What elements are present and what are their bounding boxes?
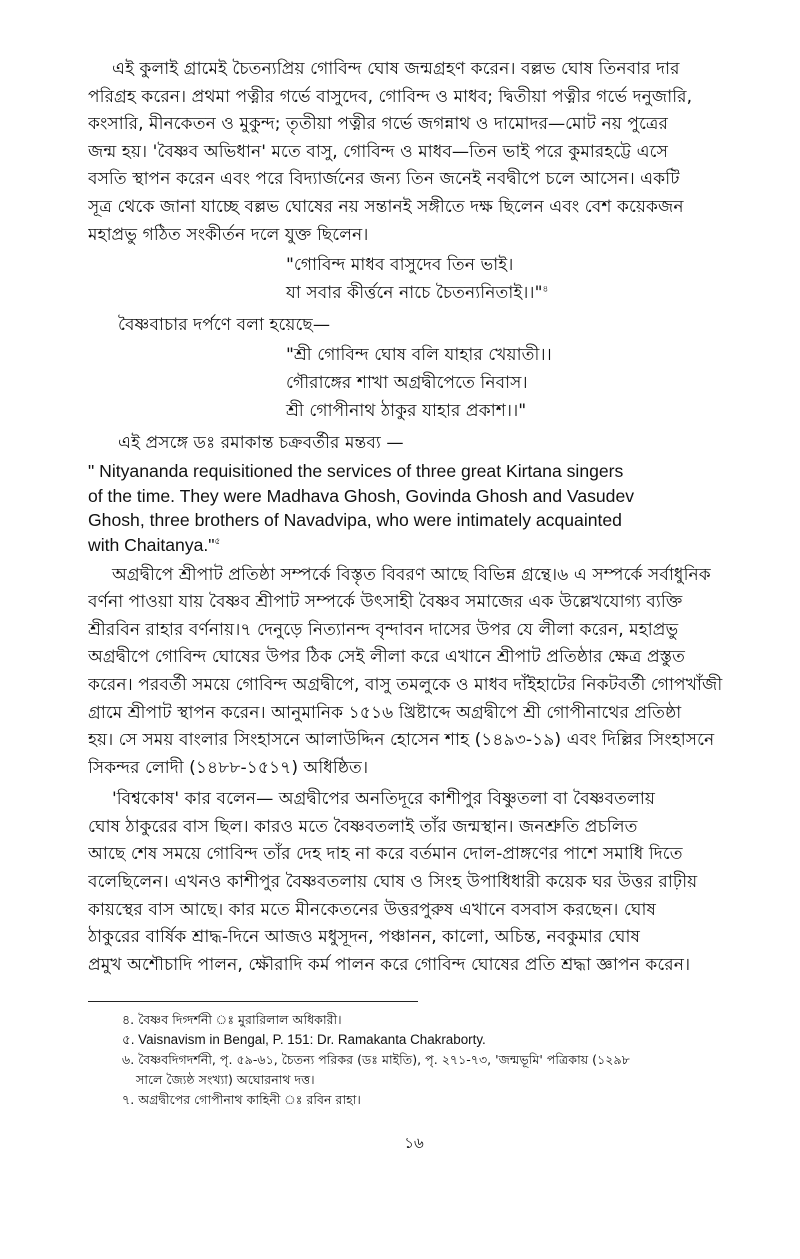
text-line: সিকন্দর লোদী (১৪৮৮-১৫১৭) অধিষ্ঠিত। [88, 757, 369, 778]
quote-intro: এই প্রসঙ্গে ডঃ রমাকান্ত চক্রবর্তীর মন্তব্য — [118, 433, 404, 454]
footnotes [88, 1010, 740, 1110]
text-line: সূত্র থেকে জানা যাচ্ছে বল্লভ ঘোষের নয় সন্তানই সঙ্গীতে দক্ষ ছিলেন এবং বেশ কয়েকজন [88, 196, 684, 217]
text-line: ঘোষ ঠাকুরের বাস ছিল। কারও মতে বৈষ্ণবতলাই তাঁর জন্মস্থান। জনশ্রুতি প্রচলিত [88, 816, 638, 837]
footnote-item [88, 1030, 740, 1050]
footnote-text: Vaisnavism in Bengal, P. 151: Dr. Ramakanta Chakraborty. [138, 1032, 486, 1048]
footnote-divider [88, 1001, 418, 1002]
text-line: এই কুলাই গ্রামেই চৈতন্যপ্রিয় গোবিন্দ ঘোষ জন্মগ্রহণ করেন। বল্লভ ঘোষ তিনবার দার [112, 59, 680, 79]
text-line: শ্রীরবিন রাহার বর্ণনায়।৭ দেনুড়ে নিত্যানন্দ বৃন্দাবন দাসের উপর যে লীলা করেন, মহাপ্রভু [88, 619, 679, 640]
text-line: আছে শেষ সময়ে গোবিন্দ তাঁর দেহ দাহ না করে বর্তমান দোল-প্রাঙ্গণের পাশে সমাধি দিতে [88, 844, 683, 865]
verse-2 [88, 341, 740, 425]
footnote-number: ৪. [122, 1012, 135, 1028]
footnote-text: অগ্রদ্বীপের গোপীনাথ কাহিনী ঃ রবিন রাহা। [138, 1092, 361, 1108]
footnote-number: ৬. [122, 1052, 135, 1068]
text-line: গ্রামে শ্রীপাট স্থাপন করেন। আনুমানিক ১৫১৬ খ্রিষ্টাব্দে অগ্রদ্বীপে শ্রী গোপীনাথের প্রতিষ্ঠা [88, 702, 682, 723]
text-line: বসতি স্থাপন করেন এবং পরে বিদ্যার্জনের জন্য তিন জনেই নবদ্বীপে চলে আসেন। একটি [88, 169, 680, 190]
quote-line: of the time. They were Madhava Ghosh, Govinda Ghosh and Vasudev [88, 485, 635, 506]
footnote-mark: ৪ [542, 284, 549, 295]
footnote-mark: ৫ [214, 536, 221, 547]
text-line: জন্ম হয়। 'বৈষ্ণব অভিধান' মতে বাসু, গোবিন্দ ও মাধব—তিন ভাই পরে কুমারহট্টে এসে [88, 141, 668, 162]
footnote-number: ৭. [122, 1092, 135, 1108]
footnote-item [88, 1010, 740, 1030]
text-line: 'বিশ্বকোষ' কার বলেন— অগ্রদ্বীপের অনতিদূরে কাশীপুর বিষ্ণুতলা বা বৈষ্ণবতলায় [112, 789, 655, 810]
quote-line-text: with Chaitanya." [88, 534, 215, 555]
text-line: প্রমুখ অশৌচাদি পালন, ক্ষৌরাদি কর্ম পালন করে গোবিন্দ ঘোষের প্রতি শ্রদ্ধা জ্ঞাপন করেন। [88, 954, 691, 975]
footnote-item [88, 1090, 740, 1110]
verse-intro-1: বৈষ্ণবাচার দর্পণে বলা হয়েছে— [118, 315, 331, 336]
footnote-text-continued: সালে জ্যৈষ্ঠ সংখ্যা) অঘোরনাথ দত্ত। [136, 1072, 315, 1088]
verse-1 [88, 251, 740, 307]
footnote-text: বৈষ্ণবদিগদর্শনী, পৃ. ৫৯-৬১, চৈতন্য পরিকর (ডঃ মাইতি), পৃ. ২৭১-৭৩, 'জন্মভূমি' পত্রিকায় (১২৯৮ [138, 1052, 630, 1068]
verse-line-text: যা সবার কীর্ত্তনে নাচে চৈতন্যনিতাই।।" [286, 283, 543, 304]
paragraph-1 [88, 56, 740, 249]
verse-line: "গোবিন্দ মাধব বাসুদেব তিন ভাই। [286, 255, 514, 276]
quote-line: Ghosh, three brothers of Navadvipa, who were intimately acquainted [88, 510, 622, 531]
verse-line: গৌরাঙ্গের শাখা অগ্রদ্বীপেতে নিবাস। [286, 373, 528, 394]
text-line: পরিগ্রহ করেন। প্রথমা পত্নীর গর্ভে বাসুদেব, গোবিন্দ ও মাধব; দ্বিতীয়া পত্নীর গর্ভে দনুজারি, [88, 86, 693, 107]
footnote-text: বৈষ্ণব দিগ্দর্শনী ঃ মুরারিলাল অধিকারী। [138, 1012, 342, 1028]
footnote-item [88, 1050, 740, 1090]
text-line: অগ্রদ্বীপে শ্রীপাট প্রতিষ্ঠা সম্পর্কে বিস্তৃত বিবরণ আছে বিভিন্ন গ্রন্থে।৬ এ সম্পর্কে সর্বাধুনিক [112, 564, 711, 585]
verse-line [286, 279, 740, 307]
text-line: বর্ণনা পাওয়া যায় বৈষ্ণব শ্রীপাট সম্পর্কে উৎসাহী বৈষ্ণব সমাজের এক উল্লেখযোগ্য ব্যক্তি [88, 592, 683, 613]
text-line: কংসারি, মীনকেতন ও মুকুন্দ; তৃতীয়া পত্নীর গর্ভে জগন্নাথ ও দামোদর—মোট নয় পুত্রের [88, 114, 668, 135]
text-line: অগ্রদ্বীপে গোবিন্দ ঘোষের উপর ঠিক সেই লীলা করে এখানে শ্রীপাট প্রতিষ্ঠার ক্ষেত্র প্রস্তুত [88, 647, 686, 668]
text-line: ঠাকুরের বার্ষিক শ্রাদ্ধ-দিনে আজও মধুসূদন, পঞ্চানন, কালো, অচিন্ত, নবকুমার ঘোষ [88, 927, 640, 948]
text-line: বলেছিলেন। এখনও কাশীপুর বৈষ্ণবতলায় ঘোষ ও সিংহ উপাধিধারী কয়েক ঘর উত্তর রাঢ়ীয় [88, 872, 698, 893]
page-number: ১৬ [404, 1134, 424, 1153]
english-quote [88, 459, 740, 557]
text-line: করেন। পরবর্তী সময়ে গোবিন্দ অগ্রদ্বীপে, বাসু তমলুকে ও মাধব দাঁইহাটের নিকটবর্তী গোপখাঁজী [88, 674, 723, 695]
text-line: মহাপ্রভু গঠিত সংকীর্তন দলে যুক্ত ছিলেন। [88, 224, 369, 245]
text-line: হয়। সে সময় বাংলার সিংহাসনে আলাউদ্দিন হোসেন শাহ (১৪৯৩-১৯) এবং দিল্লির সিংহাসনে [88, 730, 715, 751]
verse-line: শ্রী গোপীনাথ ঠাকুর যাহার প্রকাশ।।" [286, 401, 527, 422]
footnote-number: ৫. [122, 1032, 135, 1048]
text-line: কায়স্থের বাস আছে। কার মতে মীনকেতনের উত্তরপুরুষ এখানে বসবাস করছেন। ঘোষ [88, 899, 656, 920]
quote-line: " Nityananda requisitioned the services of three great Kirtana singers [88, 461, 624, 482]
quote-line [88, 533, 740, 558]
paragraph-2 [88, 562, 740, 783]
verse-line: "শ্রী গোবিন্দ ঘোষ বলি যাহার খেয়াতী।। [286, 345, 552, 366]
paragraph-3 [88, 786, 740, 979]
